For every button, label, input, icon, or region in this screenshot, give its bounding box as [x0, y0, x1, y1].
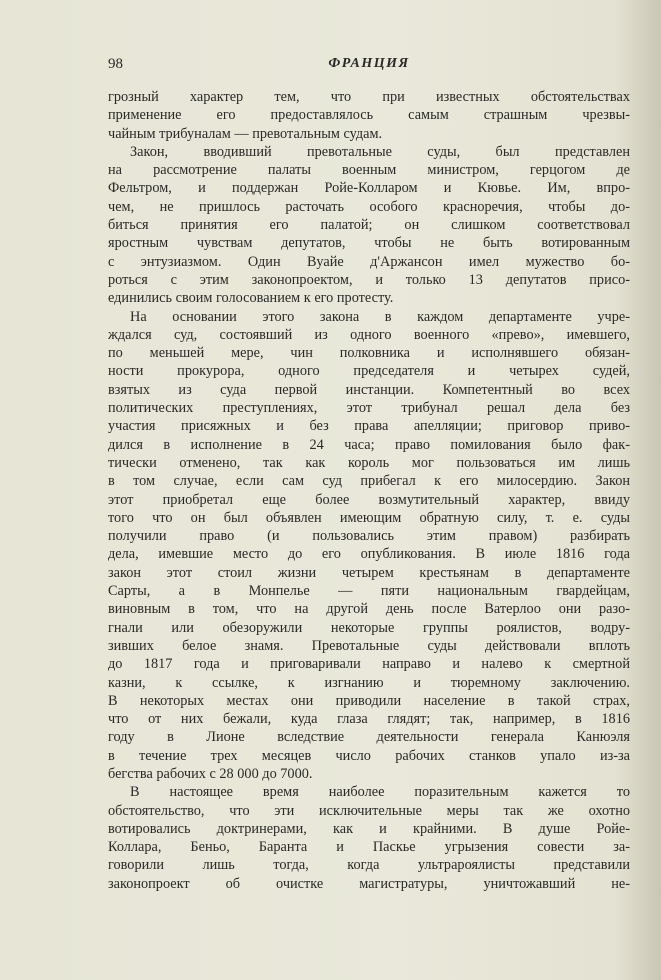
- paragraph: [108, 783, 630, 893]
- text-line: году в Лионе вследствие деятельности генерала Канюэля: [108, 729, 630, 746]
- text-line: Коллара, Беньо, Баранта и Паскье угрызения совести за-: [108, 839, 630, 856]
- text-line: применение его предоставлялось самым страшным чрезвы-: [108, 107, 630, 124]
- text-line: единились своим голосованием к его протесту.: [108, 290, 394, 307]
- text-line: ждался суд, состоявший из одного военного «прево», имевшего,: [108, 326, 630, 343]
- text-line: На основании этого закона в каждом департаменте учре-: [130, 308, 630, 325]
- text-line: гнали или обезоружили некоторые группы роялистов, водру-: [108, 619, 630, 636]
- text-line: в том случае, если сам суд прибегал к его милосердию. Закон: [108, 473, 630, 490]
- text-line: роться с этим законопроектом, и только 13 депутатов присо-: [108, 271, 630, 288]
- page-number: 98: [108, 56, 123, 72]
- text-line: биться принятия его палатой; он слишком соответствовал: [108, 217, 630, 234]
- page-header: [108, 56, 630, 78]
- text-line: этот приобретал еще более возмутительный характер, ввиду: [108, 491, 630, 508]
- text-line: Сарты, а в Монпелье — пяти национальным гвардейцам,: [108, 583, 630, 600]
- text-line: В настоящее время наиболее поразительным кажется то: [130, 784, 630, 801]
- running-title: ФРАНЦИЯ: [328, 56, 410, 71]
- text-line: обстоятельство, что эти исключительные меры так же охотно: [108, 802, 630, 819]
- text-line: в течение трех месяцев число рабочих станков упало из-за: [108, 747, 630, 764]
- text-line: В некоторых местах они приводили население в такой страх,: [108, 692, 630, 709]
- text-line: взятых из суда первой инстанции. Компетентный во всех: [108, 381, 630, 398]
- text-line: политических преступлениях, этот трибунал решал дела без: [108, 400, 630, 417]
- text-line: дился в исполнение в 24 часа; право помилования было фак-: [108, 436, 630, 453]
- text-line: грозный характер тем, что при известных обстоятельствах: [108, 89, 630, 105]
- text-line: закон этот стоил жизни четырем крестьянам в департаменте: [108, 564, 630, 581]
- text-line: на рассмотрение палаты военным министром, герцогом де: [108, 162, 630, 179]
- text-line: Закон, вводивший превотальные суды, был представлен: [130, 143, 630, 160]
- text-line: казни, к ссылке, к изгнанию и тюремному заключению.: [108, 674, 630, 691]
- text-line: что от них бежали, куда глаза глядят; так, например, в 1816: [108, 711, 630, 728]
- text-line: участия присяжных и без права апелляции; приговор приво-: [108, 418, 630, 435]
- text-line: виновным в том, что на другой день после Ватерлоо они разо-: [108, 601, 630, 618]
- text-line: чайным трибуналам — превотальным судам.: [108, 125, 383, 142]
- text-line: законопроект об очистке магистратуры, уничтожавший не-: [108, 875, 630, 892]
- text-line: зивших белое знамя. Превотальные суды действовали вплоть: [108, 637, 630, 654]
- text-line: получили право (и пользовались этим правом) разбирать: [108, 528, 630, 545]
- text-line: по меньшей мере, чин полковника и исполнявшего обязан-: [108, 345, 630, 362]
- text-line: говорили лишь тогда, когда ультрароялисты представили: [108, 857, 630, 874]
- paragraph: [108, 143, 630, 308]
- text-line: ности прокурора, одного председателя и четырех судей,: [108, 363, 630, 380]
- text-line: с энтузиазмом. Один Вуайе д'Аржансон имел мужество бо-: [108, 253, 630, 270]
- paragraph: [108, 88, 630, 143]
- text-line: вотировались доктринерами, как и крайними. В душе Ройе-: [108, 820, 630, 837]
- text-line: Фельтром, и поддержан Ройе-Колларом и Кювье. Им, впро-: [108, 180, 630, 197]
- text-line: того что он был объявлен имеющим обратную силу, т. е. суды: [108, 509, 630, 526]
- paragraph: [108, 308, 630, 784]
- text-line: чем, не пришлось расточать особого красноречия, чтобы до-: [108, 198, 630, 215]
- text-line: дела, имевшие место до его опубликования. В июле 1816 года: [108, 546, 630, 563]
- text-line: яростным чувствам депутатов, чтобы не быть вотированным: [108, 235, 630, 252]
- body-text: [108, 88, 630, 893]
- text-line: бегства рабочих с 28 000 до 7000.: [108, 765, 313, 782]
- text-line: тически отменено, так как король мог пользоваться им лишь: [108, 454, 630, 471]
- text-line: до 1817 года и приговаривали направо и налево к смертной: [108, 656, 630, 673]
